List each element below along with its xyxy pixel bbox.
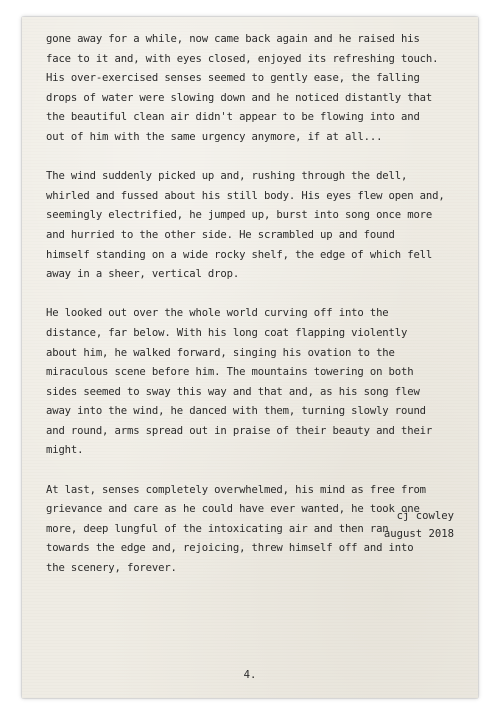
paragraph-1: gone away for a while, now came back again and he raised his face to it and, with eyes closed, enjoyed its refreshing touch. His over-exercised senses seemed to gently ease, the falling drops of water were slowing down and he noticed distantly that the beautiful clean air didn't appear to be flowing into and out of him with the same urgency anymore, if at all... [46,33,439,143]
paper-sheet [22,17,478,698]
paragraph-2: The wind suddenly picked up and, rushing through the dell, whirled and fussed about his still body. His eyes flew open and, seemingly electrified, he jumped up, burst into song once more and hurried to the other side. He scrambled up and found himself standing on a wide rocky shelf, the edge of which fell away in a sheer, vertical drop. [46,170,445,281]
author-name: cj cowley [396,510,454,522]
date-line: august 2018 [383,528,454,540]
signature-block [384,507,454,543]
paragraph-3: He looked out over the whole world curving off into the distance, far below. With his long coat flapping violently about him, he walked forward, singing his ovation to the miraculous scene before him. The mountains towering on both sides seemed to sway this way and that and, as his song flew away into the wind, he danced with them, turning slowly round and round, arms spread out in praise of their beauty and their might. [46,307,433,457]
paragraph-4: At last, senses completely overwhelmed, his mind as free from grievance and care as he could have ever wanted, he took one more, deep lungful of the intoxicating air and then ran towards the edge and, rejoicing, threw himself off and into the scenery, forever. [46,483,426,575]
page-number: 4. [243,669,257,681]
